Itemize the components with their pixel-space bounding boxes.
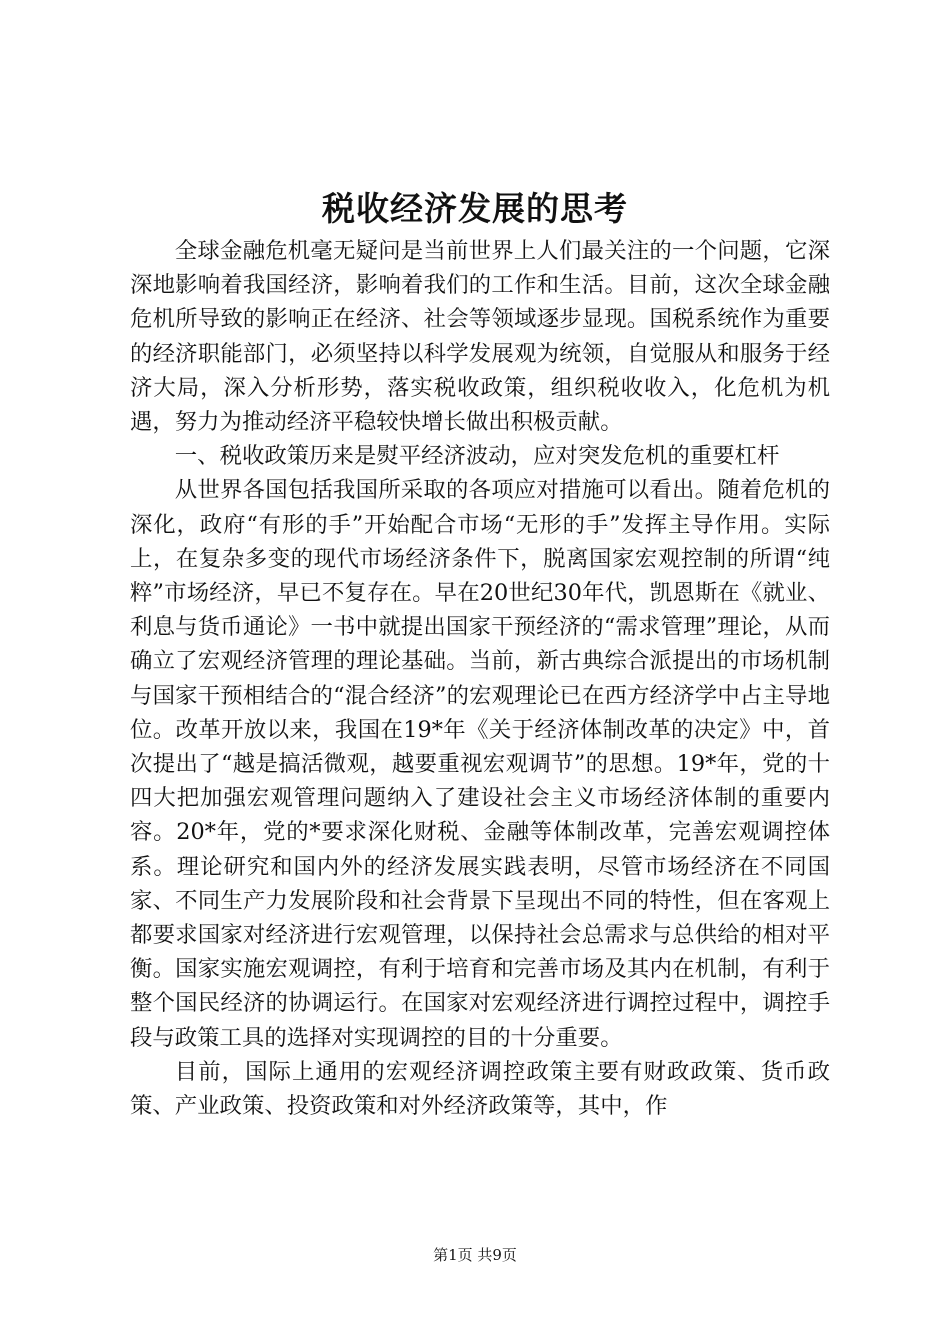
body-paragraph: 从世界各国包括我国所采取的各项应对措施可以看出。随着危机的深化，政府“有形的手”开始配合市场“无形的手”发挥主导作用。实际上，在复杂多变的现代市场经济条件下，脱离国家宏观控制的所谓“纯粹”市场经济，早已不复存在。早在20世纪30年代，凯恩斯在《就业、利息与货币通论》一书中就提出国家干预经济的“需求管理”理论，从而确立了宏观经济管理的理论基础。当前，新古典综合派提出的市场机制与国家干预相结合的“混合经济”的宏观理论已在西方经济学中占主导地位。改革开放以来，我国在19*年《关于经济体制改革的决定》中，首次提出了“越是搞活微观，越要重视宏观调节”的思想。19*年，党的十四大把加强宏观管理问题纳入了建设社会主义市场经济体制的重要内容。20*年，党的*要求深化财税、金融等体制改革，完善宏观调控体系。理论研究和国内外的经济发展实践表明，尽管市场经济在不同国家、不同生产力发展阶段和社会背景下呈现出不同的特性，但在客观上都要求国家对经济进行宏观管理，以保持社会总需求与总供给的相对平衡。国家实施宏观调控，有利于培育和完善市场及其内在机制，有利于整个国民经济的协调运行。在国家对宏观经济进行调控过程中，调控手段与政策工具的选择对实现调控的目的十分重要。 (130, 477, 830, 1051)
body-paragraph: 目前，国际上通用的宏观经济调控政策主要有财政政策、货币政策、产业政策、投资政策和对外经济政策等，其中，作 (130, 1058, 830, 1120)
document-body (130, 234, 830, 1123)
body-paragraph: 全球金融危机毫无疑问是当前世界上人们最关注的一个问题，它深深地影响着我国经济，影响着我们的工作和生活。目前，这次全球金融危机所导致的影响正在经济、社会等领域逐步显现。国税系统作为重要的经济职能部门，必须坚持以科学发展观为统领，自觉服从和服务于经济大局，深入分析形势，落实税收政策，组织税收收入，化危机为机遇，努力为推动经济平稳较快增长做出积极贡献。 (130, 238, 830, 436)
section-heading: 一、税收政策历来是熨平经济波动，应对突发危机的重要杠杆 (174, 443, 780, 470)
page-footer: 第1页 共9页 (433, 1246, 517, 1264)
document-title: 税收经济发展的思考 (322, 189, 628, 228)
